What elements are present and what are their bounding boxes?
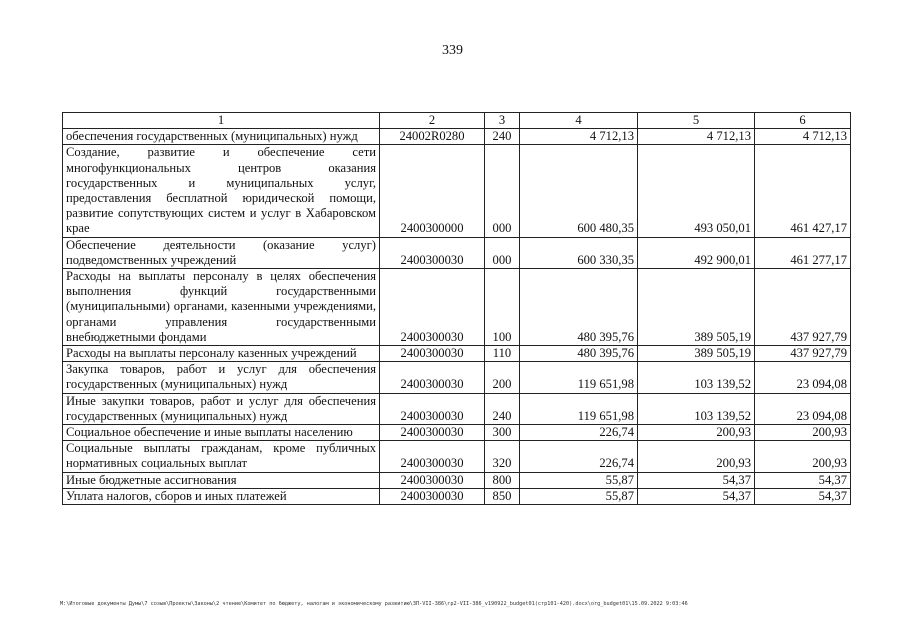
target-article-code: 2400300030 — [380, 393, 485, 424]
expense-type-code: 110 — [485, 346, 520, 362]
page-number: 339 — [442, 43, 463, 58]
expense-type-code: 000 — [485, 145, 520, 237]
table-row — [63, 441, 851, 472]
amount-col4: 480 395,76 — [520, 346, 638, 362]
amount-col4: 119 651,98 — [520, 362, 638, 393]
amount-col4: 480 395,76 — [520, 269, 638, 346]
table-row — [63, 237, 851, 268]
target-article-code: 2400300030 — [380, 425, 485, 441]
amount-col5: 54,37 — [638, 488, 755, 504]
amount-col5: 389 505,19 — [638, 346, 755, 362]
row-name: Иные бюджетные ассигнования — [63, 472, 380, 488]
row-name: Закупка товаров, работ и услуг для обеспечения государственных (муниципальных) нужд — [63, 362, 380, 393]
expense-type-code: 240 — [485, 393, 520, 424]
expense-type-code: 100 — [485, 269, 520, 346]
amount-col6: 23 094,08 — [755, 362, 851, 393]
amount-col4: 226,74 — [520, 441, 638, 472]
table-row — [63, 488, 851, 504]
amount-col5: 200,93 — [638, 441, 755, 472]
expense-type-code: 850 — [485, 488, 520, 504]
amount-col4: 55,87 — [520, 472, 638, 488]
target-article-code: 2400300030 — [380, 269, 485, 346]
table-row — [63, 362, 851, 393]
row-name: Расходы на выплаты персоналу в целях обеспечения выполнения функций государственными (муниципальными) органами, казенными учреждениями, органами управления государственными внебюджетными фондами — [63, 269, 380, 346]
target-article-code: 2400300030 — [380, 237, 485, 268]
amount-col5: 389 505,19 — [638, 269, 755, 346]
amount-col4: 4 712,13 — [520, 129, 638, 145]
expense-type-code: 000 — [485, 237, 520, 268]
document-file-path: M:\Итоговые документы Думы\7 созыв\Проекты\Законы\2 чтение\Комитет по бюджету, налогам и экономическому развитию\ЗП-VII-386\гр2-VII-386_v190922_budget01(стр101-420).docx\org_budget01\15.09.2022 9:03:46 — [60, 601, 688, 607]
amount-col4: 119 651,98 — [520, 393, 638, 424]
target-article-code: 2400300030 — [380, 488, 485, 504]
row-name: обеспечения государственных (муниципальных) нужд — [63, 129, 380, 145]
table-row — [63, 472, 851, 488]
expense-type-code: 200 — [485, 362, 520, 393]
amount-col5: 4 712,13 — [638, 129, 755, 145]
amount-col6: 4 712,13 — [755, 129, 851, 145]
column-header: 2 — [380, 113, 485, 129]
target-article-code: 2400300030 — [380, 472, 485, 488]
row-name: Социальные выплаты гражданам, кроме публичных нормативных социальных выплат — [63, 441, 380, 472]
table-row — [63, 145, 851, 237]
row-name: Расходы на выплаты персоналу казенных учреждений — [63, 346, 380, 362]
target-article-code: 24002R0280 — [380, 129, 485, 145]
amount-col4: 600 330,35 — [520, 237, 638, 268]
amount-col6: 437 927,79 — [755, 346, 851, 362]
amount-col5: 200,93 — [638, 425, 755, 441]
amount-col5: 54,37 — [638, 472, 755, 488]
expense-type-code: 320 — [485, 441, 520, 472]
amount-col4: 600 480,35 — [520, 145, 638, 237]
row-name: Уплата налогов, сборов и иных платежей — [63, 488, 380, 504]
table-row — [63, 269, 851, 346]
expense-type-code: 800 — [485, 472, 520, 488]
amount-col4: 55,87 — [520, 488, 638, 504]
amount-col6: 200,93 — [755, 425, 851, 441]
row-name: Создание, развитие и обеспечение сети многофункциональных центров оказания государственных и муниципальных услуг, предоставления бесплатной юридической помощи, развитие сопутствующих систем и услуг в Хабаровском крае — [63, 145, 380, 237]
amount-col5: 492 900,01 — [638, 237, 755, 268]
row-name: Иные закупки товаров, работ и услуг для обеспечения государственных (муниципальных) нужд — [63, 393, 380, 424]
amount-col6: 23 094,08 — [755, 393, 851, 424]
table-row — [63, 393, 851, 424]
target-article-code: 2400300030 — [380, 362, 485, 393]
column-header: 1 — [63, 113, 380, 129]
row-name: Социальное обеспечение и иные выплаты населению — [63, 425, 380, 441]
target-article-code: 2400300030 — [380, 346, 485, 362]
column-header: 5 — [638, 113, 755, 129]
table-row — [63, 346, 851, 362]
column-header: 6 — [755, 113, 851, 129]
target-article-code: 2400300000 — [380, 145, 485, 237]
amount-col6: 54,37 — [755, 488, 851, 504]
expense-type-code: 300 — [485, 425, 520, 441]
target-article-code: 2400300030 — [380, 441, 485, 472]
amount-col6: 54,37 — [755, 472, 851, 488]
budget-table — [62, 112, 851, 505]
amount-col6: 461 277,17 — [755, 237, 851, 268]
amount-col6: 437 927,79 — [755, 269, 851, 346]
column-header: 4 — [520, 113, 638, 129]
amount-col5: 103 139,52 — [638, 362, 755, 393]
amount-col5: 103 139,52 — [638, 393, 755, 424]
amount-col4: 226,74 — [520, 425, 638, 441]
amount-col5: 493 050,01 — [638, 145, 755, 237]
amount-col6: 461 427,17 — [755, 145, 851, 237]
table-header-row — [63, 113, 851, 129]
row-name: Обеспечение деятельности (оказание услуг) подведомственных учреждений — [63, 237, 380, 268]
expense-type-code: 240 — [485, 129, 520, 145]
table-row — [63, 425, 851, 441]
table-row — [63, 129, 851, 145]
column-header: 3 — [485, 113, 520, 129]
amount-col6: 200,93 — [755, 441, 851, 472]
